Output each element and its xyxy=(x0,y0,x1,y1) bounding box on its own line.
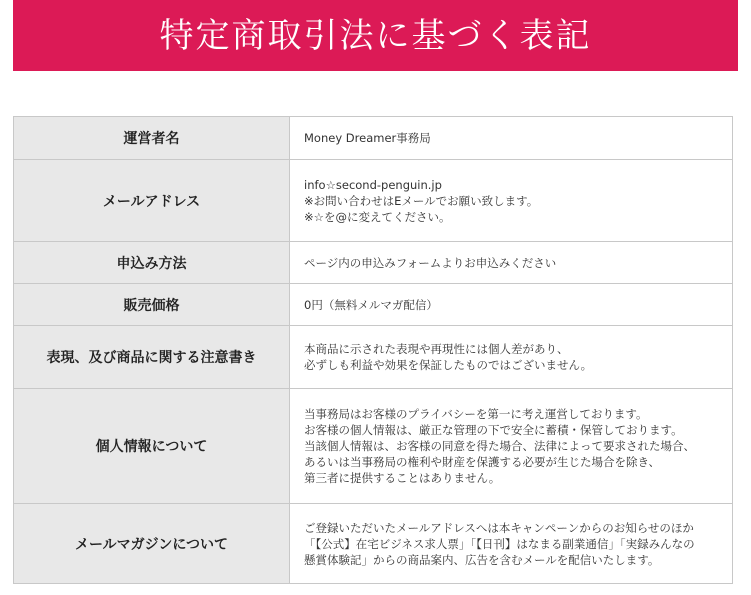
value-line: ※☆を@に変えてください。 xyxy=(304,209,451,224)
disclosure-table xyxy=(13,116,733,584)
row-label: 運営者名 xyxy=(14,117,290,160)
value-line: 必ずしも利益や効果を保証したものではございません。 xyxy=(304,358,593,372)
table-row-application xyxy=(14,242,733,284)
row-value xyxy=(290,504,733,584)
value-line: 当事務局はお客様のプライバシーを第一に考え運営しております。 xyxy=(304,407,648,421)
row-value xyxy=(290,326,733,389)
row-value xyxy=(290,284,733,326)
email-address: info☆second-penguin.jp xyxy=(304,177,442,192)
table-row-newsletter xyxy=(14,504,733,584)
table-row-operator xyxy=(14,117,733,160)
value-line: 「【公式】在宅ビジネス求人票」「【日刊】はなまる副業通信」「実録みんなの xyxy=(304,536,695,551)
row-label: 申込み方法 xyxy=(14,242,290,284)
value-line: 本商品に示された表現や再現性には個人差があり、 xyxy=(304,342,569,356)
row-label: メールアドレス xyxy=(14,160,290,242)
value-line: ※お問い合わせはEメールでお願い致します。 xyxy=(304,193,539,208)
table-row-disclaimer xyxy=(14,326,733,389)
row-value xyxy=(290,242,733,284)
value-line: 当該個人情報は、お客様の同意を得た場合、法律によって要求された場合、 xyxy=(304,439,695,453)
page-title: 特定商取引法に基づく表記 xyxy=(159,15,592,56)
value-line: ページ内の申込みフォームよりお申込みください xyxy=(304,255,557,270)
row-label: メールマガジンについて xyxy=(14,504,290,584)
row-label: 個人情報について xyxy=(14,389,290,504)
value-line: あるいは当事務局の権利や財産を保護する必要が生じた場合を除き、 xyxy=(304,455,661,469)
table-row-privacy xyxy=(14,389,733,504)
value-line: 0円（無料メルマガ配信） xyxy=(304,297,438,312)
row-label: 表現、及び商品に関する注意書き xyxy=(14,326,290,389)
table-row-price xyxy=(14,284,733,326)
row-value xyxy=(290,117,733,160)
value-line: お客様の個人情報は、厳正な管理の下で安全に蓄積・保管しております。 xyxy=(304,423,683,437)
table-row-email xyxy=(14,160,733,242)
value-line: ご登録いただいたメールアドレスへは本キャンペーンからのお知らせのほか xyxy=(304,520,694,535)
value-line: Money Dreamer事務局 xyxy=(304,131,431,145)
value-line: 第三者に提供することはありません。 xyxy=(304,471,501,485)
row-value xyxy=(290,389,733,504)
value-line: 懸賞体験記」からの商品案内、広告を含むメールを配信いたします。 xyxy=(304,552,660,567)
row-value xyxy=(290,160,733,242)
page-title-banner xyxy=(13,0,738,71)
row-label: 販売価格 xyxy=(14,284,290,326)
